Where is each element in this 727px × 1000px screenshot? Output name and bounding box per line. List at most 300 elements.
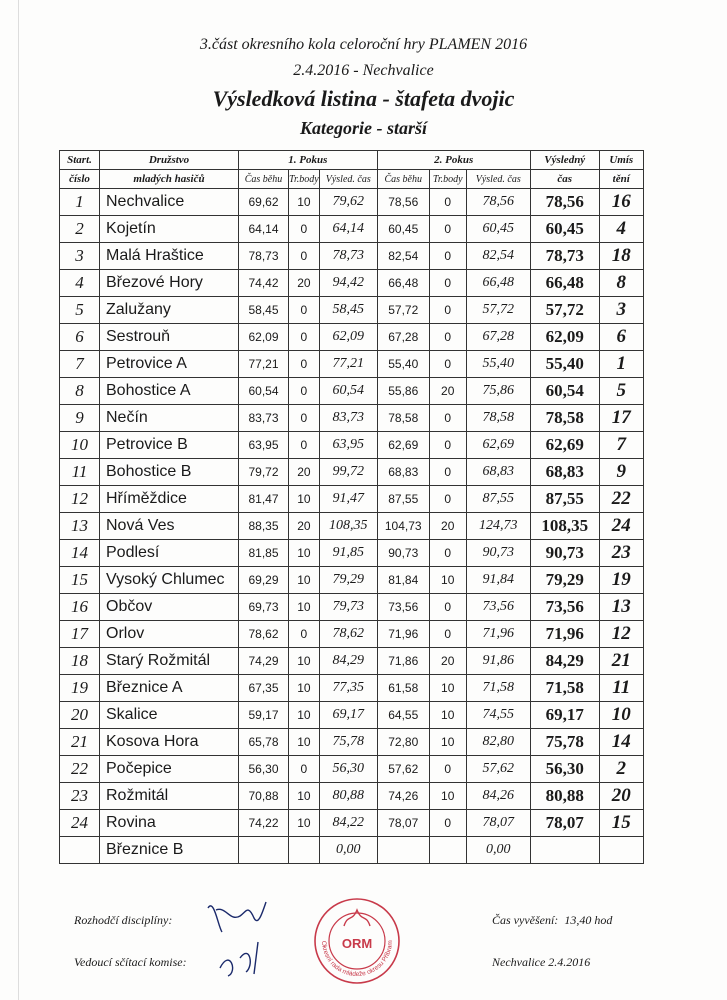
cell-start: 5: [60, 297, 100, 324]
cell-p1-time: 83,73: [239, 405, 289, 432]
cell-p1-time: 74,29: [239, 648, 289, 675]
cell-final: [530, 837, 599, 864]
cell-p1-res: 80,88: [319, 783, 377, 810]
cell-rank: 19: [599, 567, 643, 594]
cell-p2-time: 81,84: [377, 567, 429, 594]
col-pokus2: 2. Pokus: [377, 151, 530, 170]
cell-team: Bohostice A: [100, 378, 239, 405]
cell-p1-pen: 0: [289, 216, 320, 243]
cell-p1-pen: 0: [289, 756, 320, 783]
cell-p1-res: 84,22: [319, 810, 377, 837]
table-row: [60, 567, 644, 594]
cell-p2-time: 64,55: [377, 702, 429, 729]
cell-p1-time: 59,17: [239, 702, 289, 729]
cell-rank: 6: [599, 324, 643, 351]
cell-team: Podlesí: [100, 540, 239, 567]
cell-p2-time: 57,72: [377, 297, 429, 324]
cell-p2-pen: 0: [429, 297, 466, 324]
cell-p2-pen: 0: [429, 189, 466, 216]
table-row: [60, 243, 644, 270]
cell-p1-pen: 10: [289, 540, 320, 567]
cell-start: 7: [60, 351, 100, 378]
cell-p2-pen: 0: [429, 486, 466, 513]
cell-p2-time: 73,56: [377, 594, 429, 621]
cell-p2-pen: 0: [429, 621, 466, 648]
cell-start: 14: [60, 540, 100, 567]
cell-p2-res: 71,96: [466, 621, 530, 648]
cell-p2-res: 84,26: [466, 783, 530, 810]
cell-start: 22: [60, 756, 100, 783]
cell-p2-res: 66,48: [466, 270, 530, 297]
cell-start: 20: [60, 702, 100, 729]
cell-team: Vysoký Chlumec: [100, 567, 239, 594]
cell-p2-pen: 10: [429, 675, 466, 702]
cell-start: 15: [60, 567, 100, 594]
cell-p2-time: 104,73: [377, 513, 429, 540]
col-team-2: mladých hasičů: [100, 170, 239, 189]
cell-start: 19: [60, 675, 100, 702]
cell-final: 78,73: [530, 243, 599, 270]
table-row: [60, 513, 644, 540]
cell-rank: 12: [599, 621, 643, 648]
cell-p1-res: 79,29: [319, 567, 377, 594]
cell-p2-time: 82,54: [377, 243, 429, 270]
cell-p1-pen: 20: [289, 459, 320, 486]
cell-final: 78,58: [530, 405, 599, 432]
cell-final: 62,09: [530, 324, 599, 351]
cell-final: 79,29: [530, 567, 599, 594]
cell-p1-time: 78,73: [239, 243, 289, 270]
table-row: [60, 297, 644, 324]
cell-p2-res: 55,40: [466, 351, 530, 378]
cell-p2-pen: 0: [429, 756, 466, 783]
cell-rank: 17: [599, 405, 643, 432]
cell-final: 78,56: [530, 189, 599, 216]
cell-p1-time: 64,14: [239, 216, 289, 243]
document-title: Výsledková listina - štafeta dvojic: [212, 86, 515, 111]
cell-p1-time: 81,47: [239, 486, 289, 513]
cell-final: 108,35: [530, 513, 599, 540]
cell-p2-pen: 10: [429, 783, 466, 810]
cell-p2-time: 57,62: [377, 756, 429, 783]
cell-p2-res: 82,54: [466, 243, 530, 270]
cell-p1-pen: 10: [289, 648, 320, 675]
cell-final: 84,29: [530, 648, 599, 675]
cell-p1-pen: 0: [289, 405, 320, 432]
cell-start: 12: [60, 486, 100, 513]
cell-p1-pen: 10: [289, 567, 320, 594]
cell-p1-res: 56,30: [319, 756, 377, 783]
cell-p2-pen: 0: [429, 324, 466, 351]
cell-rank: 16: [599, 189, 643, 216]
cell-final: 60,54: [530, 378, 599, 405]
cell-p1-pen: 10: [289, 810, 320, 837]
cell-p1-res: 78,62: [319, 621, 377, 648]
cell-p2-time: 90,73: [377, 540, 429, 567]
cell-p2-pen: 0: [429, 216, 466, 243]
cell-p1-res: 77,21: [319, 351, 377, 378]
cell-p2-res: 73,56: [466, 594, 530, 621]
cell-p1-res: 79,73: [319, 594, 377, 621]
cell-p1-pen: 20: [289, 513, 320, 540]
cell-p2-pen: 0: [429, 270, 466, 297]
cell-final: 90,73: [530, 540, 599, 567]
cell-team: Petrovice A: [100, 351, 239, 378]
cell-rank: 13: [599, 594, 643, 621]
table-row: [60, 540, 644, 567]
cell-p1-time: 78,62: [239, 621, 289, 648]
cell-final: 71,58: [530, 675, 599, 702]
cell-start: 21: [60, 729, 100, 756]
cell-p2-time: 74,26: [377, 783, 429, 810]
cell-final: 55,40: [530, 351, 599, 378]
cell-final: 66,48: [530, 270, 599, 297]
cell-team: Orlov: [100, 621, 239, 648]
cell-start: 13: [60, 513, 100, 540]
col-start-1: Start.: [60, 151, 100, 170]
cell-final: 60,45: [530, 216, 599, 243]
cell-p2-time: 66,48: [377, 270, 429, 297]
table-row: [60, 486, 644, 513]
cell-team: Starý Rožmitál: [100, 648, 239, 675]
cell-p1-res: 64,14: [319, 216, 377, 243]
cell-p2-res: 68,83: [466, 459, 530, 486]
cell-p1-res: 77,35: [319, 675, 377, 702]
cell-p1-time: 77,21: [239, 351, 289, 378]
cell-p2-time: 78,07: [377, 810, 429, 837]
table-row: [60, 675, 644, 702]
cell-p1-pen: 0: [289, 432, 320, 459]
cell-p2-pen: 20: [429, 513, 466, 540]
posted-time: 13,40 hod: [564, 913, 613, 927]
cell-p1-time: 69,73: [239, 594, 289, 621]
table-row: [60, 189, 644, 216]
cell-p2-time: 71,96: [377, 621, 429, 648]
cell-final: 68,83: [530, 459, 599, 486]
cell-p2-res: 90,73: [466, 540, 530, 567]
cell-p1-time: 69,29: [239, 567, 289, 594]
cell-start: 11: [60, 459, 100, 486]
cell-start: 4: [60, 270, 100, 297]
col-p1-time: Čas běhu: [239, 170, 289, 189]
col-p1-res: Výsled. čas: [319, 170, 377, 189]
cell-p1-res: 91,47: [319, 486, 377, 513]
cell-p2-pen: 0: [429, 405, 466, 432]
table-row: [60, 702, 644, 729]
cell-rank: 8: [599, 270, 643, 297]
cell-p1-res: 99,72: [319, 459, 377, 486]
cell-rank: 15: [599, 810, 643, 837]
table-row: [60, 324, 644, 351]
cell-p1-pen: 10: [289, 702, 320, 729]
cell-p2-pen: 10: [429, 567, 466, 594]
cell-p2-time: 60,45: [377, 216, 429, 243]
referee-label: Rozhodčí disciplíny:: [74, 913, 173, 927]
cell-rank: 21: [599, 648, 643, 675]
cell-p2-pen: 0: [429, 459, 466, 486]
posted-label-text: Čas vyvěšení:: [492, 913, 559, 927]
cell-rank: 5: [599, 378, 643, 405]
cell-p1-pen: 10: [289, 783, 320, 810]
cell-rank: 20: [599, 783, 643, 810]
table-row: [60, 648, 644, 675]
table-row: [60, 594, 644, 621]
cell-p2-pen: [429, 837, 466, 864]
table-row: [60, 729, 644, 756]
cell-p1-time: 74,22: [239, 810, 289, 837]
cell-rank: 3: [599, 297, 643, 324]
cell-p1-res: 91,85: [319, 540, 377, 567]
cell-rank: 24: [599, 513, 643, 540]
cell-p1-time: 88,35: [239, 513, 289, 540]
cell-rank: 4: [599, 216, 643, 243]
cell-p2-pen: 10: [429, 702, 466, 729]
cell-team: Kosova Hora: [100, 729, 239, 756]
place-date: Nechvalice 2.4.2016: [492, 955, 591, 969]
col-rank-1: Umís: [599, 151, 643, 170]
cell-p1-time: 70,88: [239, 783, 289, 810]
cell-p2-res: 74,55: [466, 702, 530, 729]
cell-p1-res: 63,95: [319, 432, 377, 459]
cell-p1-res: 83,73: [319, 405, 377, 432]
cell-team: Nečín: [100, 405, 239, 432]
referee-signature: [200, 896, 272, 936]
table-row: [60, 432, 644, 459]
col-result-1: Výsledný: [530, 151, 599, 170]
cell-p2-res: 82,80: [466, 729, 530, 756]
cell-start: 9: [60, 405, 100, 432]
cell-start: 17: [60, 621, 100, 648]
cell-rank: 22: [599, 486, 643, 513]
col-team-1: Družstvo: [100, 151, 239, 170]
cell-p1-res: 79,62: [319, 189, 377, 216]
cell-p2-res: 87,55: [466, 486, 530, 513]
cell-p1-time: 60,54: [239, 378, 289, 405]
cell-final: 78,07: [530, 810, 599, 837]
cell-p2-time: 62,69: [377, 432, 429, 459]
cell-p2-pen: 20: [429, 378, 466, 405]
cell-team: Skalice: [100, 702, 239, 729]
cell-team: Bohostice B: [100, 459, 239, 486]
table-row: [60, 378, 644, 405]
cell-p2-pen: 10: [429, 729, 466, 756]
cell-team: Nechvalice: [100, 189, 239, 216]
cell-rank: 14: [599, 729, 643, 756]
cell-start: 8: [60, 378, 100, 405]
cell-p2-pen: 20: [429, 648, 466, 675]
col-p1-pen: Tr.body: [289, 170, 320, 189]
cell-p2-res: 67,28: [466, 324, 530, 351]
cell-p1-res: 69,17: [319, 702, 377, 729]
cell-team: Malá Hraštice: [100, 243, 239, 270]
cell-p1-time: 79,72: [239, 459, 289, 486]
cell-p1-time: [239, 837, 289, 864]
cell-final: 56,30: [530, 756, 599, 783]
counting-label: Vedoucí sčítací komise:: [74, 955, 187, 969]
cell-p1-time: 65,78: [239, 729, 289, 756]
cell-p1-time: 62,09: [239, 324, 289, 351]
cell-start: 10: [60, 432, 100, 459]
cell-p2-res: 91,84: [466, 567, 530, 594]
results-table: [59, 150, 644, 864]
cell-p1-time: 63,95: [239, 432, 289, 459]
page-edge: [18, 0, 19, 1000]
col-p2-pen: Tr.body: [429, 170, 466, 189]
cell-team: Rožmitál: [100, 783, 239, 810]
posted-label: [492, 913, 612, 928]
cell-p2-pen: 0: [429, 540, 466, 567]
cell-p2-time: 72,80: [377, 729, 429, 756]
cell-p1-pen: 20: [289, 270, 320, 297]
col-start-2: číslo: [60, 170, 100, 189]
cell-team: Petrovice B: [100, 432, 239, 459]
cell-p2-time: 68,83: [377, 459, 429, 486]
cell-start: 6: [60, 324, 100, 351]
table-row: [60, 405, 644, 432]
cell-team: Březnice A: [100, 675, 239, 702]
cell-final: 62,69: [530, 432, 599, 459]
cell-start: [60, 837, 100, 864]
cell-start: 23: [60, 783, 100, 810]
cell-p2-res: 62,69: [466, 432, 530, 459]
table-row: [60, 621, 644, 648]
cell-team: Nová Ves: [100, 513, 239, 540]
cell-p1-pen: 10: [289, 189, 320, 216]
table-row: [60, 216, 644, 243]
cell-p1-time: 74,42: [239, 270, 289, 297]
col-pokus1: 1. Pokus: [239, 151, 378, 170]
cell-p2-time: 78,56: [377, 189, 429, 216]
cell-team: Zalužany: [100, 297, 239, 324]
cell-final: 75,78: [530, 729, 599, 756]
cell-p2-res: 0,00: [466, 837, 530, 864]
cell-p1-time: 58,45: [239, 297, 289, 324]
cell-p1-pen: [289, 837, 320, 864]
cell-p1-res: 62,09: [319, 324, 377, 351]
col-p2-res: Výsled. čas: [466, 170, 530, 189]
cell-p1-pen: 10: [289, 675, 320, 702]
cell-p2-time: [377, 837, 429, 864]
stamp-logo: ORM: [341, 936, 373, 951]
cell-team: Rovina: [100, 810, 239, 837]
cell-p2-time: 55,40: [377, 351, 429, 378]
cell-rank: 11: [599, 675, 643, 702]
date-place-line: 2.4.2016 - Nechvalice: [293, 62, 434, 79]
cell-p2-pen: 0: [429, 810, 466, 837]
cell-rank: 10: [599, 702, 643, 729]
cell-p2-res: 124,73: [466, 513, 530, 540]
cell-final: 71,96: [530, 621, 599, 648]
cell-final: 87,55: [530, 486, 599, 513]
cell-team: Hříměždice: [100, 486, 239, 513]
category-line: Kategorie - starší: [299, 118, 427, 138]
cell-rank: 2: [599, 756, 643, 783]
cell-p1-time: 56,30: [239, 756, 289, 783]
cell-rank: 23: [599, 540, 643, 567]
cell-p1-pen: 0: [289, 378, 320, 405]
cell-p1-pen: 0: [289, 243, 320, 270]
table-row: [60, 837, 644, 864]
cell-rank: 7: [599, 432, 643, 459]
table-row: [60, 459, 644, 486]
cell-p2-time: 61,58: [377, 675, 429, 702]
cell-p1-pen: 0: [289, 621, 320, 648]
cell-p1-res: 0,00: [319, 837, 377, 864]
cell-p2-pen: 0: [429, 243, 466, 270]
cell-start: 24: [60, 810, 100, 837]
cell-p2-res: 91,86: [466, 648, 530, 675]
cell-p2-res: 60,45: [466, 216, 530, 243]
cell-team: Občov: [100, 594, 239, 621]
cell-p1-pen: 10: [289, 486, 320, 513]
cell-p2-time: 78,58: [377, 405, 429, 432]
cell-p1-time: 67,35: [239, 675, 289, 702]
cell-team: Kojetín: [100, 216, 239, 243]
cell-start: 18: [60, 648, 100, 675]
stamp-ring-text: Okresní rada mládeže okresu Příbram: [319, 940, 395, 979]
counting-signature: [210, 938, 280, 978]
cell-p1-time: 69,62: [239, 189, 289, 216]
cell-p2-res: 57,62: [466, 756, 530, 783]
cell-p2-time: 67,28: [377, 324, 429, 351]
table-row: [60, 783, 644, 810]
cell-rank: 9: [599, 459, 643, 486]
cell-p2-res: 78,58: [466, 405, 530, 432]
cell-p1-pen: 0: [289, 351, 320, 378]
table-row: [60, 351, 644, 378]
cell-p1-pen: 10: [289, 729, 320, 756]
cell-p1-res: 58,45: [319, 297, 377, 324]
cell-p2-res: 57,72: [466, 297, 530, 324]
table-row: [60, 270, 644, 297]
cell-start: 16: [60, 594, 100, 621]
table-row: [60, 810, 644, 837]
table-row: [60, 756, 644, 783]
cell-p2-time: 71,86: [377, 648, 429, 675]
cell-p1-res: 94,42: [319, 270, 377, 297]
cell-rank: 18: [599, 243, 643, 270]
cell-p2-pen: 0: [429, 351, 466, 378]
col-p2-time: Čas běhu: [377, 170, 429, 189]
cell-p2-time: 55,86: [377, 378, 429, 405]
cell-p2-res: 75,86: [466, 378, 530, 405]
cell-p2-res: 78,07: [466, 810, 530, 837]
event-line: 3.část okresního kola celoroční hry PLAMEN 2016: [199, 36, 528, 53]
cell-p1-pen: 0: [289, 297, 320, 324]
cell-p2-pen: 0: [429, 594, 466, 621]
cell-team: Březnice B: [100, 837, 239, 864]
cell-start: 1: [60, 189, 100, 216]
cell-team: Počepice: [100, 756, 239, 783]
cell-p1-res: 78,73: [319, 243, 377, 270]
cell-p1-res: 75,78: [319, 729, 377, 756]
cell-rank: 1: [599, 351, 643, 378]
cell-team: Sestrouň: [100, 324, 239, 351]
cell-p2-res: 71,58: [466, 675, 530, 702]
cell-p1-pen: 10: [289, 594, 320, 621]
cell-p1-time: 81,85: [239, 540, 289, 567]
cell-p2-time: 87,55: [377, 486, 429, 513]
cell-start: 3: [60, 243, 100, 270]
cell-team: Březové Hory: [100, 270, 239, 297]
cell-rank: [599, 837, 643, 864]
cell-p1-pen: 0: [289, 324, 320, 351]
cell-p1-res: 60,54: [319, 378, 377, 405]
cell-final: 73,56: [530, 594, 599, 621]
cell-final: 80,88: [530, 783, 599, 810]
cell-final: 69,17: [530, 702, 599, 729]
cell-p1-res: 108,35: [319, 513, 377, 540]
